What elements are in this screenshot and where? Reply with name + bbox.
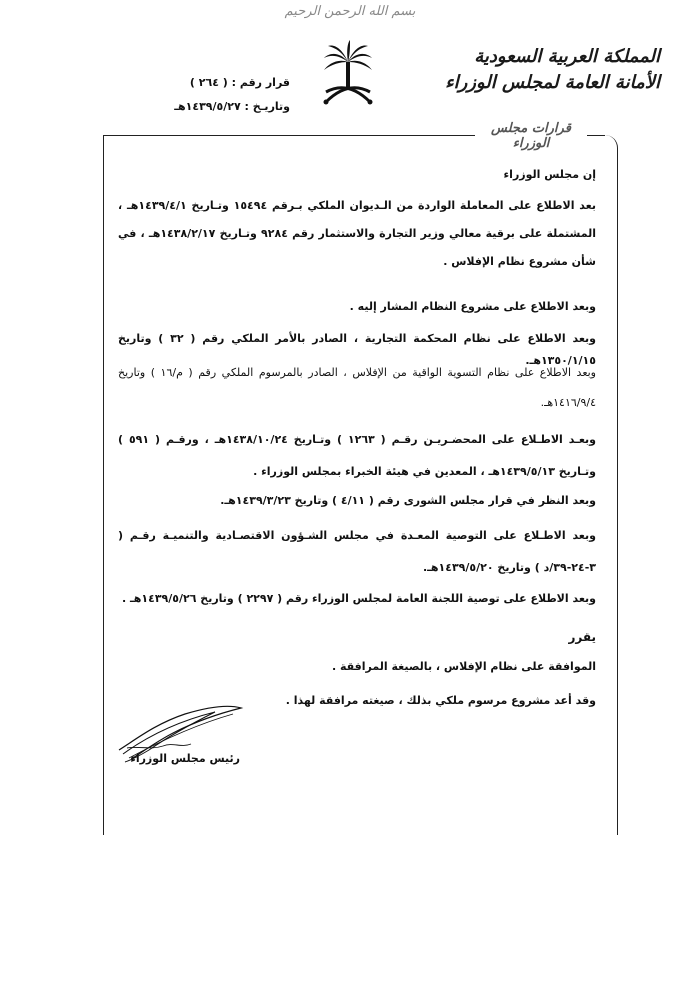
decision-date: وتاريـخ : ١٤٣٩/٥/٢٧هـ	[174, 100, 290, 113]
paragraph-economic-council: وبعد الاطـلاع على التوصية المعـدة في مجلس الشـؤون الاقتصـادية والتنميـة رقـم ( ٣-٢٤-٣٩/د ) وتاريخ ١٤٣٩/٥/٢٠هـ.	[118, 529, 596, 574]
paragraph-shura: وبعد النظر في قرار مجلس الشورى رقم ( ٤/١١ ) وتاريخ ١٤٣٩/٣/٢٣هـ.	[220, 494, 596, 507]
paragraph-royal-court: بعد الاطلاع على المعاملة الواردة من الـديوان الملكي بـرقم ١٥٤٩٤ وتـاريخ ١٤٣٩/٤/١هـ ، المشتملة على برقية معالي وزير التجارة والاستثمار رقم ٩٢٨٤ وتـاريخ ١٤٣٨/٢/١٧هـ ، في شأن مشروع نظام الإفلاس .	[118, 199, 596, 268]
paragraph-approval: الموافقة على نظام الإفلاس ، بالصيغة المرافقة .	[331, 660, 596, 673]
org-line-secretariat: الأمانة العامة لمجلس الوزراء	[445, 72, 660, 93]
frame-top-border	[103, 135, 475, 136]
paragraph-minutes: وبعـد الاطـلاع على المحضـريـن رقـم ( ١٢٦٣ ) وتـاريخ ١٤٣٨/١٠/٢٤هـ ، ورقـم ( ٥٩١ ) وتـاريخ ١٤٣٩/٥/١٣هـ ، المعدين في هيئة الخبراء بمجلس الوزراء .	[118, 433, 597, 478]
frame-right-border	[605, 135, 618, 835]
signature-title: رئيس مجلس الوزراء	[130, 752, 240, 765]
organization-name	[440, 44, 660, 96]
paragraph-general-committee: وبعد الاطلاع على توصية اللجنة العامة لمجلس الوزراء رقم ( ٢٢٩٧ ) وتاريخ ١٤٣٩/٥/٢٦هـ .	[121, 592, 596, 605]
paragraph-commercial-court: وبعد الاطلاع على نظام المحكمة التجارية ، الصادر بالأمر الملكي رقم ( ٣٢ ) وتاريخ ١٣٥٠/١/١٥هـ.	[118, 332, 596, 367]
decides-heading: يقرر	[568, 630, 596, 644]
paragraph-settlement-law: وبعد الاطلاع على نظام التسوية الواقية من الإفلاس ، الصادر بالمرسوم الملكي رقم ( م/١٦ ) وتاريخ ١٤١٦/٩/٤هـ.	[118, 366, 596, 409]
basmala: بسم الله الرحمن الرحيم	[284, 4, 416, 19]
org-line-kingdom: المملكة العربية السعودية	[474, 46, 660, 67]
paragraph-royal-decree: وقد أعد مشروع مرسوم ملكي بذلك ، صيغته مرافقة لهذا .	[285, 694, 596, 707]
frame-left-border	[103, 135, 104, 835]
saudi-emblem-palm-swords-icon	[320, 40, 376, 110]
council-heading: إن مجلس الوزراء	[503, 168, 596, 181]
frame-top-border-right	[585, 135, 605, 136]
paragraph-draft-law: وبعد الاطلاع على مشروع النظام المشار إليه .	[349, 300, 596, 313]
decision-number: قرار رقم : ( ٢٦٤ )	[189, 76, 290, 89]
frame-title: قرارات مجلس الوزراء	[475, 121, 587, 151]
